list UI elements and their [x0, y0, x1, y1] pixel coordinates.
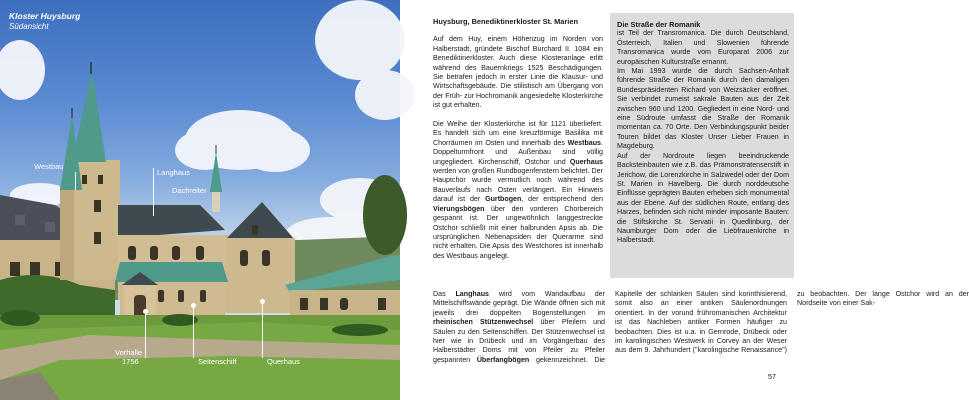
label-westbau-line — [75, 172, 76, 190]
article-column-top — [433, 17, 603, 271]
label-querhaus-dot — [260, 299, 265, 304]
article-heading: Huysburg, Benediktinerkloster St. Marien — [433, 17, 578, 26]
photo-caption-title: Kloster Huysburg — [9, 11, 81, 21]
sidebar-text-3: Auf der Nordroute liegen beeindruckende Backsteinbauten wie z.B. das Prämonstratenserstift in Jerichow, die Lorenzkirche in Salzwedel oder der Dom St. Marien in Havelberg. Die durch norddeutsche Einflüsse geprägten Bauten erheben sich monumental aus der Ebene. Auf der südlichen Route, entlang des Harzes, befinden sich nicht minder imposante Bauten: die Stiftskirche St. Servatii in Quedlinburg, der Naumburger Dom oder die Liebfrauenkirche in Halberstadt. — [617, 151, 789, 245]
article-paragraph-1: Auf dem Huy, einem Höhenzug im Norden von Halberstadt, gründete Bischof Burchard II. 1084 ein Benediktinerkloster. Auch diese Klosteranlage erlitt während des Bauernkriegs 1525 Beschädigungen. Sie betrafen jedoch in erster Linie die Klausur- und Wirtschaftsgebäude. Die stilistisch am Übergang von der Früh- zur Hochromanik angesiedelte Klosterkirche ist gut erhalten. — [433, 35, 603, 110]
church-illustration — [0, 0, 400, 400]
sidebar-text — [617, 29, 789, 245]
label-querhaus-line — [262, 302, 263, 358]
label-seitenschiff-line — [193, 306, 194, 358]
label-westbau: Westbau — [34, 162, 64, 171]
sidebar-text-1: ist Teil der Transromanica. Die durch Deutschland, Österreich, Italien und Slowenien führende Transromanica wurde vom Europarat 2006 zur europäischen Kulturstraße ernannt. — [617, 29, 789, 66]
label-dachreiter: Dachreiter — [172, 186, 207, 195]
label-vorhalle-year: 1756 — [122, 357, 139, 366]
article-column-bottom — [433, 290, 969, 370]
article-paragraph-3: Das Langhaus wird vom Wandaufbau der Mittelschiffswände geprägt. Die Wände öffnen sich mit jeweils drei doppelten Bogenstellungen im rheinischen Stützenwechsel über Pfeilern und Säulen zu den Seitenschiffen. Der Stützenwechsel ist hier wie in Drübeck und im Vorgängerbau des Halberstädter Doms mit von Pfeiler zu Pfeiler gespannten Überfangbögen gekennzeichnet. Die Kapitelle der schlanken Säulen sind korinthisierend, somit also an einer antiken Säulenordnungen orientiert. In der vorund frühromanischen Architektur ist das Nachleben antiker Formen häufiger zu beobachten. Dies ist u.a. in Gernrode, Drübeck oder im karolingischen Westwerk in Corvey an der Weser aus dem 9. Jahrhundert ("karolingische Renaissance") zu beobachten. Der lange Ostchor wird an der Nordseite von einer Sak- — [433, 290, 969, 364]
page-number: 57 — [768, 372, 776, 381]
label-vorhalle-dot — [143, 309, 148, 314]
sidebar-text-2: Im Mai 1993 wurde die durch Sachsen-Anhalt führende Straße der Romanik durch den damaligen Bundespräsidenten Richard von Weizsäcker eröffnet. Sie verbindet zumeist sakrale Bauten aus der Zeit zwischen 960 und 1200. Gegliedert in eine Nord- und eine Südroute umfasst die Straße der Romanik momentan ca. 70 Orte. Den Verbindungspunkt beider Touren bildet das Kloster Unser Lieber Frauen in Magdeburg. — [617, 67, 789, 151]
sidebar-box — [610, 13, 794, 278]
sidebar-title: Die Straße der Romanik — [617, 20, 701, 29]
article-paragraph-2: Die Weihe der Klosterkirche ist für 1121 überliefert. Es handelt sich um eine kreuzförmige Basilika mit Chorräumen im Osten und innerhalb des Westbaus. Doppelturmfront und Außenbau sind völlig ungegliedert. Kirchenschiff, Ostchor und Querhaus werden von großen Rundbogenfenstern belichtet. Der Hauptchor wurde vermutlich noch während des Bauverlaufs nach Osten verlängert. Ein Hinweis darauf ist der Gurtbogen, der entsprechend den Vierungsbögen über den vorderen Chorbereich gespannt ist. Der ungewöhnlich langgestreckte Ostchor schließt mit einer halbrunden Apsis ab. Die ursprünglichen Nebenapsiden der Querarme sind nicht erhalten. Die Apsis des Westchores ist innerhalb des Westbaus angelegt. — [433, 120, 603, 260]
label-langhaus-line — [153, 168, 154, 216]
photo-caption-subtitle: Südansicht — [9, 22, 49, 31]
label-querhaus: Querhaus — [267, 357, 300, 366]
label-seitenschiff-dot — [191, 303, 196, 308]
label-vorhalle-line — [145, 312, 146, 358]
label-seitenschiff: Seitenschiff — [198, 357, 237, 366]
text-page — [400, 0, 969, 400]
church-photo — [0, 0, 400, 400]
label-langhaus: Langhaus — [157, 168, 190, 177]
label-vorhalle: Vorhalle — [115, 348, 143, 357]
